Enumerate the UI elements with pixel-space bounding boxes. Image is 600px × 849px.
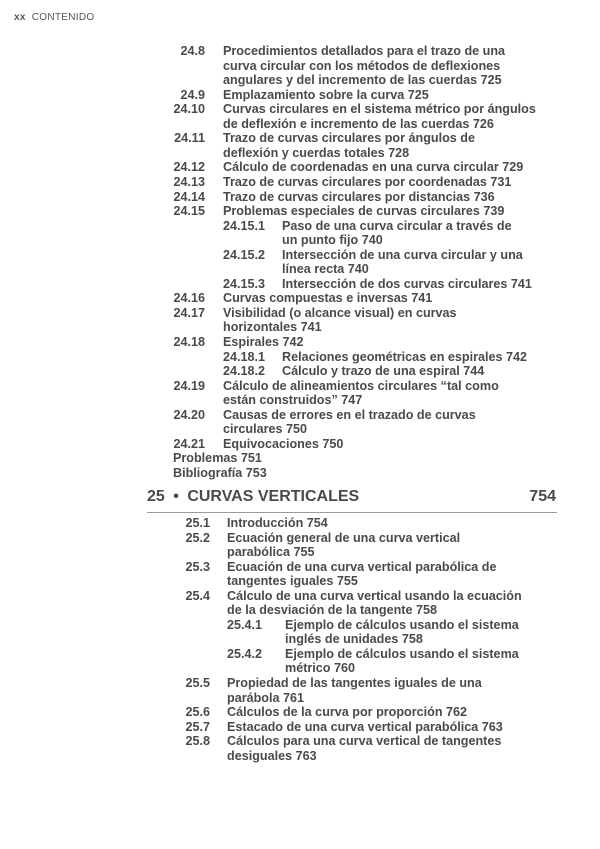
toc-entry-title bbox=[227, 734, 501, 763]
toc-entry-line: Equivocaciones 750 bbox=[223, 436, 344, 451]
toc-entry-line: Estacado de una curva vertical parabólica 763 bbox=[227, 719, 503, 734]
toc-entry bbox=[173, 407, 476, 437]
toc-entry-number: 25.7 bbox=[185, 719, 210, 734]
toc-entry-title bbox=[227, 676, 482, 705]
toc-entry bbox=[173, 466, 267, 481]
toc-entry-line: métrico 760 bbox=[285, 661, 356, 676]
toc-entry-line: Bibliografía 753 bbox=[173, 465, 267, 480]
toc-entry-number: 25.4.1 bbox=[227, 617, 263, 632]
toc-entry-line: Introducción 754 bbox=[227, 516, 328, 530]
toc-entry-title bbox=[223, 175, 511, 190]
toc-entry-line: Cálculos de la curva por proporción 762 bbox=[227, 705, 468, 720]
toc-entry bbox=[185, 559, 497, 589]
toc-entry bbox=[223, 247, 523, 277]
toc-entry-line: desiguales 763 bbox=[227, 748, 317, 763]
toc-entry-line: horizontales 741 bbox=[223, 320, 322, 335]
toc-entry bbox=[185, 516, 328, 531]
toc-entry-number: 25.4 bbox=[185, 588, 210, 603]
toc-entry-title bbox=[282, 277, 532, 292]
toc-entry-number: 24.20 bbox=[173, 407, 205, 422]
toc-entry-line: Problemas 751 bbox=[173, 451, 262, 466]
toc-entry bbox=[185, 676, 482, 705]
toc-entry-number: 25.8 bbox=[185, 734, 210, 749]
toc-entry-line: Cálculos para una curva vertical de tangentes bbox=[227, 734, 502, 749]
toc-entry bbox=[173, 160, 524, 175]
toc-entry-title bbox=[223, 379, 499, 408]
toc-entry-title bbox=[285, 647, 519, 676]
toc-entry-line: circulares 750 bbox=[223, 422, 308, 437]
toc-entry-line: curva circular con los métodos de deflexiones bbox=[223, 58, 501, 73]
toc-entry bbox=[223, 218, 512, 248]
toc-entry-number: 24.11 bbox=[174, 131, 205, 146]
toc-entry bbox=[185, 719, 503, 735]
toc-entry bbox=[173, 102, 536, 131]
toc-entry-line: inglés de unidades 758 bbox=[285, 632, 423, 647]
toc-entry-title bbox=[223, 44, 505, 88]
toc-entry-line: parabólica 755 bbox=[227, 545, 315, 560]
toc-entry bbox=[180, 44, 506, 88]
toc-entry-number: 24.18.1 bbox=[223, 349, 266, 364]
toc-entry bbox=[173, 204, 505, 219]
toc-entry-number: 24.15.1 bbox=[223, 218, 266, 233]
toc-entry-line: Visibilidad (o alcance visual) en curvas bbox=[223, 305, 457, 320]
toc-entry-title bbox=[282, 364, 484, 379]
toc-entry-line: Espirales 742 bbox=[223, 335, 304, 349]
toc-entry-number: 24.19 bbox=[173, 378, 205, 393]
toc-entry bbox=[173, 305, 457, 335]
toc-entry-title bbox=[173, 466, 267, 481]
toc-entry-line: Ecuación general de una curva vertical bbox=[227, 530, 461, 545]
toc-entry-number: 24.12 bbox=[173, 160, 205, 175]
running-header bbox=[14, 12, 94, 23]
toc-entry-line: Curvas circulares en el sistema métrico por ángulos bbox=[223, 102, 536, 117]
toc-entry-title bbox=[282, 219, 512, 248]
toc-entry-number: 24.17 bbox=[173, 305, 205, 320]
toc-entry-line: Procedimientos detallados para el trazo de una bbox=[223, 44, 506, 58]
toc-entry-number: 24.15.2 bbox=[223, 247, 266, 262]
toc-entry-title bbox=[223, 131, 475, 160]
toc-entry-title bbox=[285, 618, 519, 647]
toc-entry bbox=[173, 378, 499, 408]
toc-entry-title bbox=[227, 531, 460, 560]
toc-entry-title bbox=[223, 306, 457, 335]
toc-entry-line: línea recta 740 bbox=[282, 262, 369, 277]
toc-entry-line: Trazo de curvas circulares por coordenadas 731 bbox=[223, 174, 512, 189]
toc-entry-line: están construidos” 747 bbox=[223, 393, 363, 408]
toc-entry-title bbox=[223, 204, 504, 219]
toc-entry-line: Trazo de curvas circulares por ángulos de bbox=[223, 131, 475, 146]
toc-entry-number: 25.4.2 bbox=[227, 646, 263, 661]
toc-entry bbox=[223, 276, 532, 292]
toc-entry-number: 24.18.2 bbox=[223, 364, 266, 379]
toc-entry-number: 25.3 bbox=[185, 559, 210, 574]
toc-entry-title bbox=[223, 102, 536, 131]
toc-entry-number: 24.10 bbox=[173, 102, 205, 117]
chapter-number: 25 bbox=[147, 488, 165, 505]
toc-entry-line: Cálculo de una curva vertical usando la ecuación bbox=[227, 588, 522, 603]
toc-entry bbox=[227, 617, 519, 647]
toc-entry-line: Intersección de una curva circular y una bbox=[282, 247, 523, 262]
toc-entry-line: Cálculo de coordenadas en una curva circular 729 bbox=[223, 160, 524, 175]
toc-entry-number: 25.6 bbox=[185, 705, 210, 720]
toc-entry-line: Emplazamiento sobre la curva 725 bbox=[223, 87, 429, 102]
toc-entry-number: 24.14 bbox=[173, 189, 205, 204]
chapter-rule bbox=[147, 512, 557, 513]
toc-entry-title bbox=[223, 291, 432, 306]
toc-entry-number: 24.13 bbox=[173, 174, 205, 189]
toc-entry-line: Relaciones geométricas en espirales 742 bbox=[282, 349, 528, 364]
toc-entry-number: 25.1 bbox=[185, 516, 210, 530]
toc-entry-number: 25.2 bbox=[185, 530, 210, 545]
chapter-heading bbox=[147, 488, 556, 506]
toc-entry-title bbox=[223, 437, 343, 452]
toc-entry-line: de deflexión e incremento de las cuerdas 726 bbox=[223, 116, 494, 131]
chapter-title: CURVAS VERTICALES bbox=[187, 488, 360, 505]
toc-entry bbox=[185, 705, 468, 720]
toc-entry bbox=[185, 734, 502, 763]
toc-entry-line: parábola 761 bbox=[227, 690, 305, 705]
toc-entry-line: un punto fijo 740 bbox=[282, 233, 383, 248]
toc-entry-line: Ejemplo de cálculos usando el sistema bbox=[285, 646, 519, 661]
toc-entry-title bbox=[227, 516, 328, 531]
toc-entry-line: Cálculo y trazo de una espiral 744 bbox=[282, 364, 485, 379]
toc-entry bbox=[180, 87, 429, 103]
toc-entry bbox=[185, 588, 522, 618]
toc-entry-number: 24.9 bbox=[180, 87, 205, 102]
toc-entry-line: Problemas especiales de curvas circulares 739 bbox=[223, 204, 505, 219]
toc-entry-title bbox=[282, 248, 523, 277]
toc-entry-number: 24.18 bbox=[173, 335, 205, 349]
toc-entry bbox=[173, 174, 512, 190]
chapter-page: 754 bbox=[529, 488, 556, 505]
section-title: CONTENIDO bbox=[31, 12, 95, 23]
toc-entry bbox=[173, 291, 433, 306]
toc-entry-number: 25.5 bbox=[185, 676, 210, 691]
toc-entry-title bbox=[227, 589, 522, 618]
page-number: xx bbox=[14, 12, 26, 23]
toc-entry-number: 24.15 bbox=[173, 204, 205, 219]
toc-entry-line: Causas de errores en el trazado de curvas bbox=[223, 407, 476, 422]
toc-entry-line: Paso de una curva circular a través de bbox=[282, 218, 512, 233]
toc-entry bbox=[174, 131, 475, 160]
toc-entry-line: de la desviación de la tangente 758 bbox=[227, 603, 437, 618]
toc-entry-title bbox=[282, 350, 527, 365]
toc-entry bbox=[223, 349, 528, 365]
toc-entry-title bbox=[223, 335, 304, 350]
chapter-bullet: • bbox=[173, 488, 179, 505]
toc-entry-line: Trazo de curvas circulares por distancias 736 bbox=[223, 189, 495, 204]
toc-entry bbox=[173, 436, 344, 452]
toc-entry-line: Intersección de dos curvas circulares 741 bbox=[282, 276, 532, 291]
toc-entry-title bbox=[173, 451, 262, 466]
toc-entry-line: deflexión y cuerdas totales 728 bbox=[223, 145, 410, 160]
toc-entry bbox=[223, 364, 485, 379]
toc-entry-title bbox=[227, 705, 467, 720]
toc-entry-title bbox=[227, 720, 503, 735]
toc-entry-title bbox=[223, 190, 495, 205]
toc-entry-number: 24.8 bbox=[180, 44, 205, 58]
toc-entry-title bbox=[223, 408, 476, 437]
toc-entry bbox=[173, 335, 304, 350]
toc-entry-number: 24.21 bbox=[173, 436, 205, 451]
toc-entry-line: angulares y del incremento de las cuerdas 725 bbox=[223, 73, 502, 88]
toc-entry bbox=[173, 451, 262, 466]
toc-entry-line: Ecuación de una curva vertical parabólica de bbox=[227, 559, 497, 574]
toc-entry-number: 24.15.3 bbox=[223, 276, 266, 291]
toc-entry bbox=[173, 189, 495, 205]
toc-entry-title bbox=[223, 88, 429, 103]
toc-entry bbox=[185, 530, 461, 560]
toc-entry-line: tangentes iguales 755 bbox=[227, 574, 358, 589]
toc-entry-title bbox=[223, 160, 523, 175]
toc-entry-line: Curvas compuestas e inversas 741 bbox=[223, 291, 433, 306]
toc-entry bbox=[227, 646, 519, 676]
toc-entry-line: Ejemplo de cálculos usando el sistema bbox=[285, 617, 519, 632]
toc-entry-title bbox=[227, 560, 496, 589]
toc-entry-number: 24.16 bbox=[173, 291, 205, 306]
toc-entry-line: Cálculo de alineamientos circulares “tal como bbox=[223, 378, 499, 393]
toc-entry-line: Propiedad de las tangentes iguales de una bbox=[227, 676, 482, 691]
